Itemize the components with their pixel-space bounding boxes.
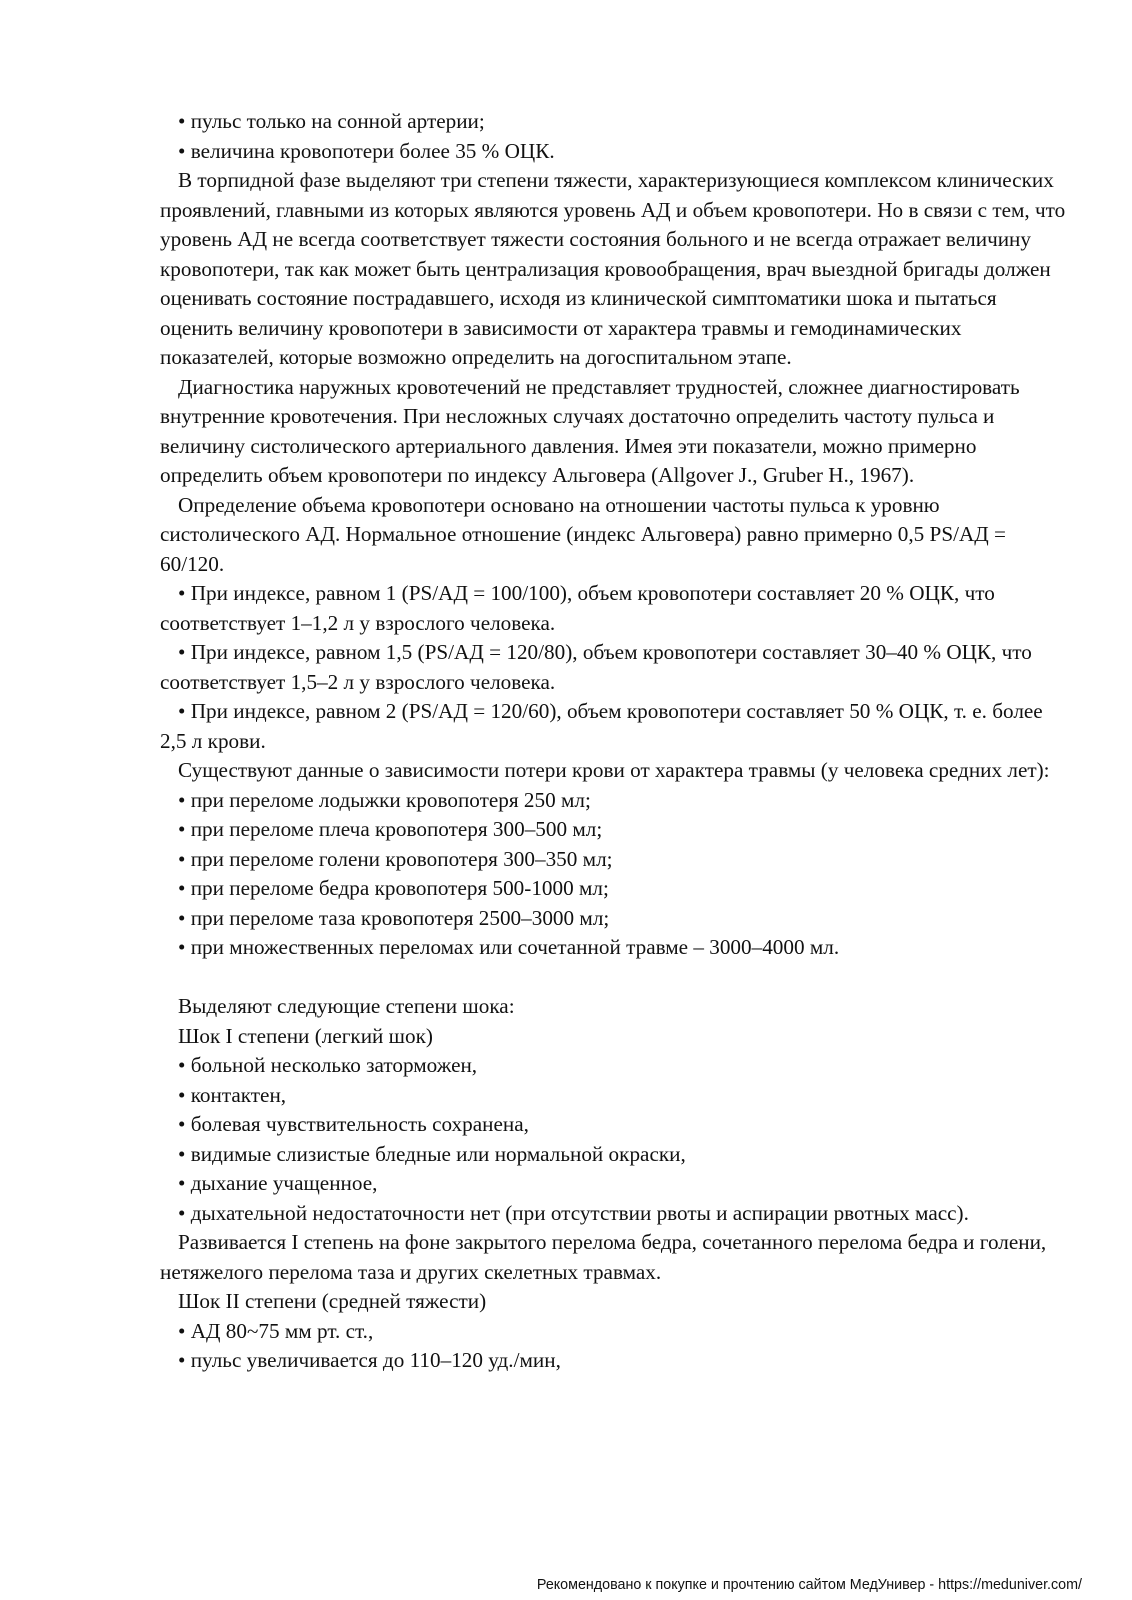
list-item: • контактен, bbox=[178, 1082, 287, 1107]
page-body bbox=[160, 107, 1070, 1376]
list-item: • при переломе плеча кровопотеря 300–500 мл; bbox=[178, 817, 603, 841]
list-item: • дыхание учащенное, bbox=[178, 1171, 378, 1195]
paragraph-index-definition: Определение объема кровопотери основано на отношении частоты пульса к уровню систолического АД. Нормальное отношение (индекс Альговера) равно примерно 0,5 PS/АД = 60/120. bbox=[160, 492, 1006, 576]
list-item: • болевая чувствительность сохранена, bbox=[178, 1112, 529, 1136]
list-item: • при переломе голени кровопотеря 300–350 мл; bbox=[178, 846, 613, 871]
footer-recommendation: Рекомендовано к покупке и прочтению сайтом МедУнивер - https://meduniver.com/ bbox=[536, 1577, 1082, 1593]
paragraph-torpid-phase: В торпидной фазе выделяют три степени тяжести, характеризующиеся комплексом клинических проявлений, главными из которых являются уровень АД и объем кровопотери. Но в связи с тем, что уровень АД не всегда соответствует тяжести состояния больного и не всегда отражает величину кровопотери, так как может быть централизация кровообращения, врач выездной бригады должен оценивать состояние пострадавшего, исходя из клинической симптоматики шока и пытаться оценить величину кровопотери в зависимости от характера травмы и гемодинамических показателей, которые возможно определить на догоспитальном этапе. bbox=[160, 168, 1066, 369]
list-item: • при переломе лодыжки кровопотеря 250 мл; bbox=[178, 787, 591, 812]
list-item: • дыхательной недостаточности нет (при отсутствии рвоты и аспирации рвотных масс). bbox=[178, 1200, 969, 1225]
list-item: • больной несколько заторможен, bbox=[178, 1053, 478, 1077]
list-item: • При индексе, равном 1,5 (PS/АД = 120/80), объем кровопотери составляет 30–40 % ОЦК, что соответствует 1,5–2 л у взрослого человека. bbox=[160, 640, 1032, 694]
shock-2-heading: Шок II степени (средней тяжести) bbox=[178, 1289, 487, 1313]
list-item: • При индексе, равном 1 (PS/АД = 100/100), объем кровопотери составляет 20 % ОЦК, что соответствует 1–1,2 л у взрослого человека. bbox=[160, 581, 995, 635]
shock-1-paragraph: Развивается I степень на фоне закрытого перелома бедра, сочетанного перелома бедра и голени, нетяжелого перелома таза и других скелетных травмах. bbox=[160, 1230, 1047, 1284]
list-item: • величина кровопотери более 35 % ОЦК. bbox=[178, 138, 555, 163]
list-item: • при переломе таза кровопотеря 2500–3000 мл; bbox=[178, 905, 610, 930]
paragraph-trauma-blood-loss: Существуют данные о зависимости потери крови от характера травмы (у человека средних лет): bbox=[178, 758, 1050, 782]
list-item: • видимые слизистые бледные или нормальной окраски, bbox=[178, 1141, 686, 1166]
paragraph-diagnostics: Диагностика наружных кровотечений не представляет трудностей, сложнее диагностировать внутренние кровотечения. При несложных случаях достаточно определить частоту пульса и величину систолического артериального давления. Имея эти показатели, можно примерно определить объем кровопотери по индексу Альговера (Allgover J., Gruber H., 1967). bbox=[160, 374, 1020, 487]
list-item: • при переломе бедра кровопотеря 500-1000 мл; bbox=[178, 876, 609, 900]
shock-1-heading: Шок I степени (легкий шок) bbox=[178, 1023, 433, 1048]
list-item: • При индексе, равном 2 (PS/АД = 120/60), объем кровопотери составляет 50 % ОЦК, т. е. более 2,5 л крови. bbox=[160, 699, 1043, 753]
list-item: • АД 80~75 мм рт. ст., bbox=[178, 1318, 374, 1343]
list-item: • пульс увеличивается до 110–120 уд./мин, bbox=[178, 1348, 561, 1372]
list-item: • при множественных переломах или сочетанной травме – 3000–4000 мл. bbox=[178, 935, 840, 959]
shock-degrees-intro: Выделяют следующие степени шока: bbox=[178, 994, 515, 1018]
blank-line bbox=[160, 963, 1070, 993]
list-item: • пульс только на сонной артерии; bbox=[178, 109, 485, 133]
